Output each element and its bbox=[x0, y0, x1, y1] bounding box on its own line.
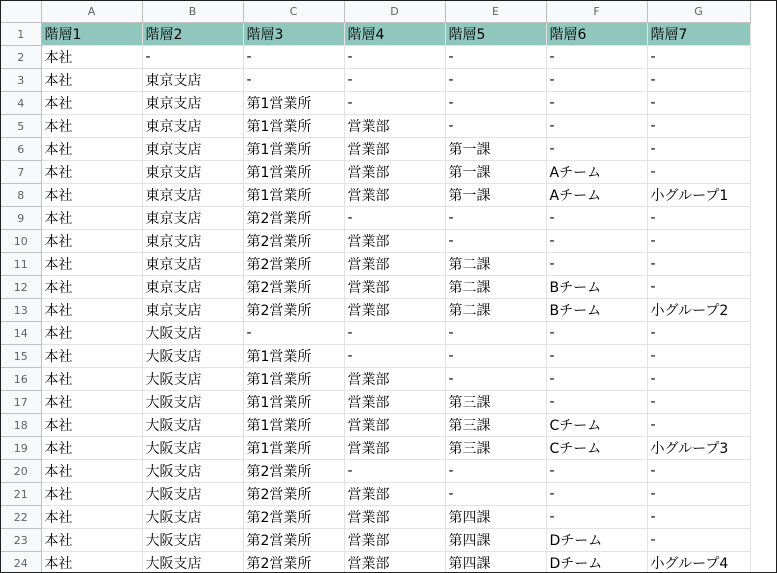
cell-b23[interactable]: 大阪支店 bbox=[142, 529, 243, 552]
table-row bbox=[1, 115, 750, 138]
cell-e14[interactable]: - bbox=[445, 322, 546, 345]
cell-f22[interactable]: - bbox=[546, 506, 647, 529]
cell-f23[interactable]: Dチーム bbox=[546, 529, 647, 552]
cell-a4[interactable]: 本社 bbox=[41, 92, 142, 115]
cell-g9[interactable]: - bbox=[647, 207, 750, 230]
cell-c13[interactable]: 第2営業所 bbox=[243, 299, 344, 322]
cell-g15[interactable]: - bbox=[647, 345, 750, 368]
table-row bbox=[1, 483, 750, 506]
cell-c21[interactable]: 第2営業所 bbox=[243, 483, 344, 506]
cell-c1[interactable]: 階層3 bbox=[243, 23, 344, 46]
cell-g19[interactable]: 小グループ3 bbox=[647, 437, 750, 460]
cell-e24[interactable]: 第四課 bbox=[445, 552, 546, 573]
cell-d5[interactable]: 営業部 bbox=[344, 115, 445, 138]
cell-a18[interactable]: 本社 bbox=[41, 414, 142, 437]
table-row bbox=[1, 92, 750, 115]
cell-g18[interactable]: - bbox=[647, 414, 750, 437]
cell-f12[interactable]: Bチーム bbox=[546, 276, 647, 299]
cell-d1[interactable]: 階層4 bbox=[344, 23, 445, 46]
table-row bbox=[1, 345, 750, 368]
cell-a12[interactable]: 本社 bbox=[41, 276, 142, 299]
cell-a6[interactable]: 本社 bbox=[41, 138, 142, 161]
cell-c6[interactable]: 第1営業所 bbox=[243, 138, 344, 161]
cell-f5[interactable]: - bbox=[546, 115, 647, 138]
cell-a5[interactable]: 本社 bbox=[41, 115, 142, 138]
cell-c8[interactable]: 第1営業所 bbox=[243, 184, 344, 207]
cell-d10[interactable]: 営業部 bbox=[344, 230, 445, 253]
row-heading[interactable]: 22 bbox=[1, 506, 41, 529]
row-heading[interactable]: 7 bbox=[1, 161, 41, 184]
cell-b6[interactable]: 東京支店 bbox=[142, 138, 243, 161]
cell-d9[interactable]: - bbox=[344, 207, 445, 230]
column-heading-d[interactable]: D bbox=[344, 1, 445, 23]
cell-c7[interactable]: 第1営業所 bbox=[243, 161, 344, 184]
cell-d11[interactable]: 営業部 bbox=[344, 253, 445, 276]
column-heading-a[interactable]: A bbox=[41, 1, 142, 23]
cell-d16[interactable]: 営業部 bbox=[344, 368, 445, 391]
cell-c4[interactable]: 第1営業所 bbox=[243, 92, 344, 115]
cell-b9[interactable]: 東京支店 bbox=[142, 207, 243, 230]
row-heading[interactable]: 9 bbox=[1, 207, 41, 230]
column-heading-b[interactable]: B bbox=[142, 1, 243, 23]
table-row bbox=[1, 322, 750, 345]
cell-e23[interactable]: 第四課 bbox=[445, 529, 546, 552]
cell-c10[interactable]: 第2営業所 bbox=[243, 230, 344, 253]
cell-f15[interactable]: - bbox=[546, 345, 647, 368]
cell-a2[interactable]: 本社 bbox=[41, 46, 142, 69]
row-heading[interactable]: 6 bbox=[1, 138, 41, 161]
table-row bbox=[1, 391, 750, 414]
cell-d4[interactable]: - bbox=[344, 92, 445, 115]
cell-f6[interactable]: - bbox=[546, 138, 647, 161]
spreadsheet-grid bbox=[1, 1, 751, 573]
cell-g23[interactable]: - bbox=[647, 529, 750, 552]
cell-g16[interactable]: - bbox=[647, 368, 750, 391]
cell-c17[interactable]: 第1営業所 bbox=[243, 391, 344, 414]
grid-body bbox=[1, 23, 750, 573]
cell-e10[interactable]: - bbox=[445, 230, 546, 253]
cell-a8[interactable]: 本社 bbox=[41, 184, 142, 207]
cell-a11[interactable]: 本社 bbox=[41, 253, 142, 276]
row-heading[interactable]: 15 bbox=[1, 345, 41, 368]
cell-d21[interactable]: 営業部 bbox=[344, 483, 445, 506]
column-heading-f[interactable]: F bbox=[546, 1, 647, 23]
cell-g8[interactable]: 小グループ1 bbox=[647, 184, 750, 207]
table-row bbox=[1, 460, 750, 483]
row-heading[interactable]: 5 bbox=[1, 115, 41, 138]
cell-g17[interactable]: - bbox=[647, 391, 750, 414]
cell-g5[interactable]: - bbox=[647, 115, 750, 138]
row-heading[interactable]: 17 bbox=[1, 391, 41, 414]
cell-f19[interactable]: Cチーム bbox=[546, 437, 647, 460]
cell-a16[interactable]: 本社 bbox=[41, 368, 142, 391]
cell-c20[interactable]: 第2営業所 bbox=[243, 460, 344, 483]
cell-c14[interactable]: - bbox=[243, 322, 344, 345]
column-heading-e[interactable]: E bbox=[445, 1, 546, 23]
cell-a14[interactable]: 本社 bbox=[41, 322, 142, 345]
cell-f17[interactable]: - bbox=[546, 391, 647, 414]
cell-e7[interactable]: 第一課 bbox=[445, 161, 546, 184]
cell-a24[interactable]: 本社 bbox=[41, 552, 142, 573]
row-heading[interactable]: 2 bbox=[1, 46, 41, 69]
row-heading[interactable]: 8 bbox=[1, 184, 41, 207]
column-heading-row bbox=[1, 1, 750, 23]
cell-g7[interactable]: - bbox=[647, 161, 750, 184]
row-heading[interactable]: 3 bbox=[1, 69, 41, 92]
cell-c9[interactable]: 第2営業所 bbox=[243, 207, 344, 230]
cell-g6[interactable]: - bbox=[647, 138, 750, 161]
cell-e11[interactable]: 第二課 bbox=[445, 253, 546, 276]
cell-c5[interactable]: 第1営業所 bbox=[243, 115, 344, 138]
cell-f9[interactable]: - bbox=[546, 207, 647, 230]
cell-b24[interactable]: 大阪支店 bbox=[142, 552, 243, 573]
table-header-row bbox=[1, 23, 750, 46]
cell-e15[interactable]: - bbox=[445, 345, 546, 368]
cell-f13[interactable]: Bチーム bbox=[546, 299, 647, 322]
cell-b20[interactable]: 大阪支店 bbox=[142, 460, 243, 483]
cell-a17[interactable]: 本社 bbox=[41, 391, 142, 414]
cell-a20[interactable]: 本社 bbox=[41, 460, 142, 483]
cell-b5[interactable]: 東京支店 bbox=[142, 115, 243, 138]
cell-d14[interactable]: - bbox=[344, 322, 445, 345]
cell-d7[interactable]: 営業部 bbox=[344, 161, 445, 184]
row-heading[interactable]: 10 bbox=[1, 230, 41, 253]
cell-g12[interactable]: - bbox=[647, 276, 750, 299]
cell-a22[interactable]: 本社 bbox=[41, 506, 142, 529]
table-row bbox=[1, 276, 750, 299]
cell-b14[interactable]: 大阪支店 bbox=[142, 322, 243, 345]
cell-e8[interactable]: 第一課 bbox=[445, 184, 546, 207]
select-all-corner[interactable] bbox=[1, 1, 41, 23]
row-heading[interactable]: 23 bbox=[1, 529, 41, 552]
cell-e4[interactable]: - bbox=[445, 92, 546, 115]
cell-f16[interactable]: - bbox=[546, 368, 647, 391]
cell-d20[interactable]: - bbox=[344, 460, 445, 483]
cell-c12[interactable]: 第2営業所 bbox=[243, 276, 344, 299]
cell-b12[interactable]: 東京支店 bbox=[142, 276, 243, 299]
cell-e5[interactable]: - bbox=[445, 115, 546, 138]
row-heading[interactable]: 18 bbox=[1, 414, 41, 437]
cell-c11[interactable]: 第2営業所 bbox=[243, 253, 344, 276]
cell-f1[interactable]: 階層6 bbox=[546, 23, 647, 46]
cell-f24[interactable]: Dチーム bbox=[546, 552, 647, 573]
cell-c22[interactable]: 第2営業所 bbox=[243, 506, 344, 529]
row-heading[interactable]: 12 bbox=[1, 276, 41, 299]
cell-b16[interactable]: 大阪支店 bbox=[142, 368, 243, 391]
table-row bbox=[1, 161, 750, 184]
cell-b11[interactable]: 東京支店 bbox=[142, 253, 243, 276]
row-heading[interactable]: 13 bbox=[1, 299, 41, 322]
cell-e20[interactable]: - bbox=[445, 460, 546, 483]
cell-d13[interactable]: 営業部 bbox=[344, 299, 445, 322]
cell-e21[interactable]: - bbox=[445, 483, 546, 506]
cell-a10[interactable]: 本社 bbox=[41, 230, 142, 253]
column-heading-g[interactable]: G bbox=[647, 1, 750, 23]
cell-d17[interactable]: 営業部 bbox=[344, 391, 445, 414]
cell-c19[interactable]: 第1営業所 bbox=[243, 437, 344, 460]
cell-b19[interactable]: 大阪支店 bbox=[142, 437, 243, 460]
cell-g24[interactable]: 小グループ4 bbox=[647, 552, 750, 573]
cell-d24[interactable]: 営業部 bbox=[344, 552, 445, 573]
cell-g14[interactable]: - bbox=[647, 322, 750, 345]
table-row bbox=[1, 414, 750, 437]
cell-a9[interactable]: 本社 bbox=[41, 207, 142, 230]
cell-e9[interactable]: - bbox=[445, 207, 546, 230]
cell-g20[interactable]: - bbox=[647, 460, 750, 483]
table-row bbox=[1, 184, 750, 207]
table-row bbox=[1, 207, 750, 230]
table-row bbox=[1, 529, 750, 552]
table-row bbox=[1, 506, 750, 529]
cell-d6[interactable]: 営業部 bbox=[344, 138, 445, 161]
cell-f4[interactable]: - bbox=[546, 92, 647, 115]
cell-c16[interactable]: 第1営業所 bbox=[243, 368, 344, 391]
cell-b22[interactable]: 大阪支店 bbox=[142, 506, 243, 529]
cell-b4[interactable]: 東京支店 bbox=[142, 92, 243, 115]
cell-c24[interactable]: 第2営業所 bbox=[243, 552, 344, 573]
cell-e22[interactable]: 第四課 bbox=[445, 506, 546, 529]
table-row bbox=[1, 299, 750, 322]
row-heading[interactable]: 20 bbox=[1, 460, 41, 483]
cell-d22[interactable]: 営業部 bbox=[344, 506, 445, 529]
cell-d3[interactable]: - bbox=[344, 69, 445, 92]
cell-a19[interactable]: 本社 bbox=[41, 437, 142, 460]
cell-f10[interactable]: - bbox=[546, 230, 647, 253]
cell-a13[interactable]: 本社 bbox=[41, 299, 142, 322]
cell-d18[interactable]: 営業部 bbox=[344, 414, 445, 437]
cell-c15[interactable]: 第1営業所 bbox=[243, 345, 344, 368]
cell-g21[interactable]: - bbox=[647, 483, 750, 506]
cell-g2[interactable]: - bbox=[647, 46, 750, 69]
row-heading[interactable]: 16 bbox=[1, 368, 41, 391]
cell-g4[interactable]: - bbox=[647, 92, 750, 115]
table-row bbox=[1, 253, 750, 276]
row-heading[interactable]: 21 bbox=[1, 483, 41, 506]
column-heading-c[interactable]: C bbox=[243, 1, 344, 23]
cell-c18[interactable]: 第1営業所 bbox=[243, 414, 344, 437]
cell-a3[interactable]: 本社 bbox=[41, 69, 142, 92]
row-heading[interactable]: 14 bbox=[1, 322, 41, 345]
cell-a7[interactable]: 本社 bbox=[41, 161, 142, 184]
cell-b2[interactable]: - bbox=[142, 46, 243, 69]
cell-e12[interactable]: 第二課 bbox=[445, 276, 546, 299]
table-row bbox=[1, 552, 750, 573]
cell-e2[interactable]: - bbox=[445, 46, 546, 69]
cell-b15[interactable]: 大阪支店 bbox=[142, 345, 243, 368]
cell-c23[interactable]: 第2営業所 bbox=[243, 529, 344, 552]
cell-c2[interactable]: - bbox=[243, 46, 344, 69]
cell-b3[interactable]: 東京支店 bbox=[142, 69, 243, 92]
cell-d15[interactable]: - bbox=[344, 345, 445, 368]
cell-f18[interactable]: Cチーム bbox=[546, 414, 647, 437]
cell-e1[interactable]: 階層5 bbox=[445, 23, 546, 46]
cell-f14[interactable]: - bbox=[546, 322, 647, 345]
cell-e6[interactable]: 第一課 bbox=[445, 138, 546, 161]
cell-e16[interactable]: - bbox=[445, 368, 546, 391]
cell-g13[interactable]: 小グループ2 bbox=[647, 299, 750, 322]
cell-b13[interactable]: 東京支店 bbox=[142, 299, 243, 322]
cell-f2[interactable]: - bbox=[546, 46, 647, 69]
cell-f21[interactable]: - bbox=[546, 483, 647, 506]
cell-d23[interactable]: 営業部 bbox=[344, 529, 445, 552]
cell-d8[interactable]: 営業部 bbox=[344, 184, 445, 207]
table-row bbox=[1, 138, 750, 161]
cell-e19[interactable]: 第三課 bbox=[445, 437, 546, 460]
cell-g22[interactable]: - bbox=[647, 506, 750, 529]
cell-e17[interactable]: 第三課 bbox=[445, 391, 546, 414]
cell-b1[interactable]: 階層2 bbox=[142, 23, 243, 46]
cell-b7[interactable]: 東京支店 bbox=[142, 161, 243, 184]
cell-a1[interactable]: 階層1 bbox=[41, 23, 142, 46]
cell-e13[interactable]: 第二課 bbox=[445, 299, 546, 322]
cell-d19[interactable]: 営業部 bbox=[344, 437, 445, 460]
cell-f11[interactable]: - bbox=[546, 253, 647, 276]
cell-e3[interactable]: - bbox=[445, 69, 546, 92]
cell-a15[interactable]: 本社 bbox=[41, 345, 142, 368]
row-heading[interactable]: 24 bbox=[1, 552, 41, 573]
cell-d12[interactable]: 営業部 bbox=[344, 276, 445, 299]
row-heading[interactable]: 4 bbox=[1, 92, 41, 115]
cell-e18[interactable]: 第三課 bbox=[445, 414, 546, 437]
row-heading[interactable]: 19 bbox=[1, 437, 41, 460]
cell-b8[interactable]: 東京支店 bbox=[142, 184, 243, 207]
cell-c3[interactable]: - bbox=[243, 69, 344, 92]
table-row bbox=[1, 46, 750, 69]
cell-f7[interactable]: Aチーム bbox=[546, 161, 647, 184]
table-row bbox=[1, 368, 750, 391]
row-heading[interactable]: 11 bbox=[1, 253, 41, 276]
cell-b18[interactable]: 大阪支店 bbox=[142, 414, 243, 437]
cell-d2[interactable]: - bbox=[344, 46, 445, 69]
table-row bbox=[1, 69, 750, 92]
cell-f20[interactable]: - bbox=[546, 460, 647, 483]
cell-a21[interactable]: 本社 bbox=[41, 483, 142, 506]
cell-b21[interactable]: 大阪支店 bbox=[142, 483, 243, 506]
cell-f3[interactable]: - bbox=[546, 69, 647, 92]
cell-b17[interactable]: 大阪支店 bbox=[142, 391, 243, 414]
cell-f8[interactable]: Aチーム bbox=[546, 184, 647, 207]
table-row bbox=[1, 437, 750, 460]
cell-g1[interactable]: 階層7 bbox=[647, 23, 750, 46]
cell-g3[interactable]: - bbox=[647, 69, 750, 92]
cell-g11[interactable]: - bbox=[647, 253, 750, 276]
row-heading[interactable]: 1 bbox=[1, 23, 41, 46]
cell-g10[interactable]: - bbox=[647, 230, 750, 253]
cell-a23[interactable]: 本社 bbox=[41, 529, 142, 552]
table-row bbox=[1, 230, 750, 253]
cell-b10[interactable]: 東京支店 bbox=[142, 230, 243, 253]
